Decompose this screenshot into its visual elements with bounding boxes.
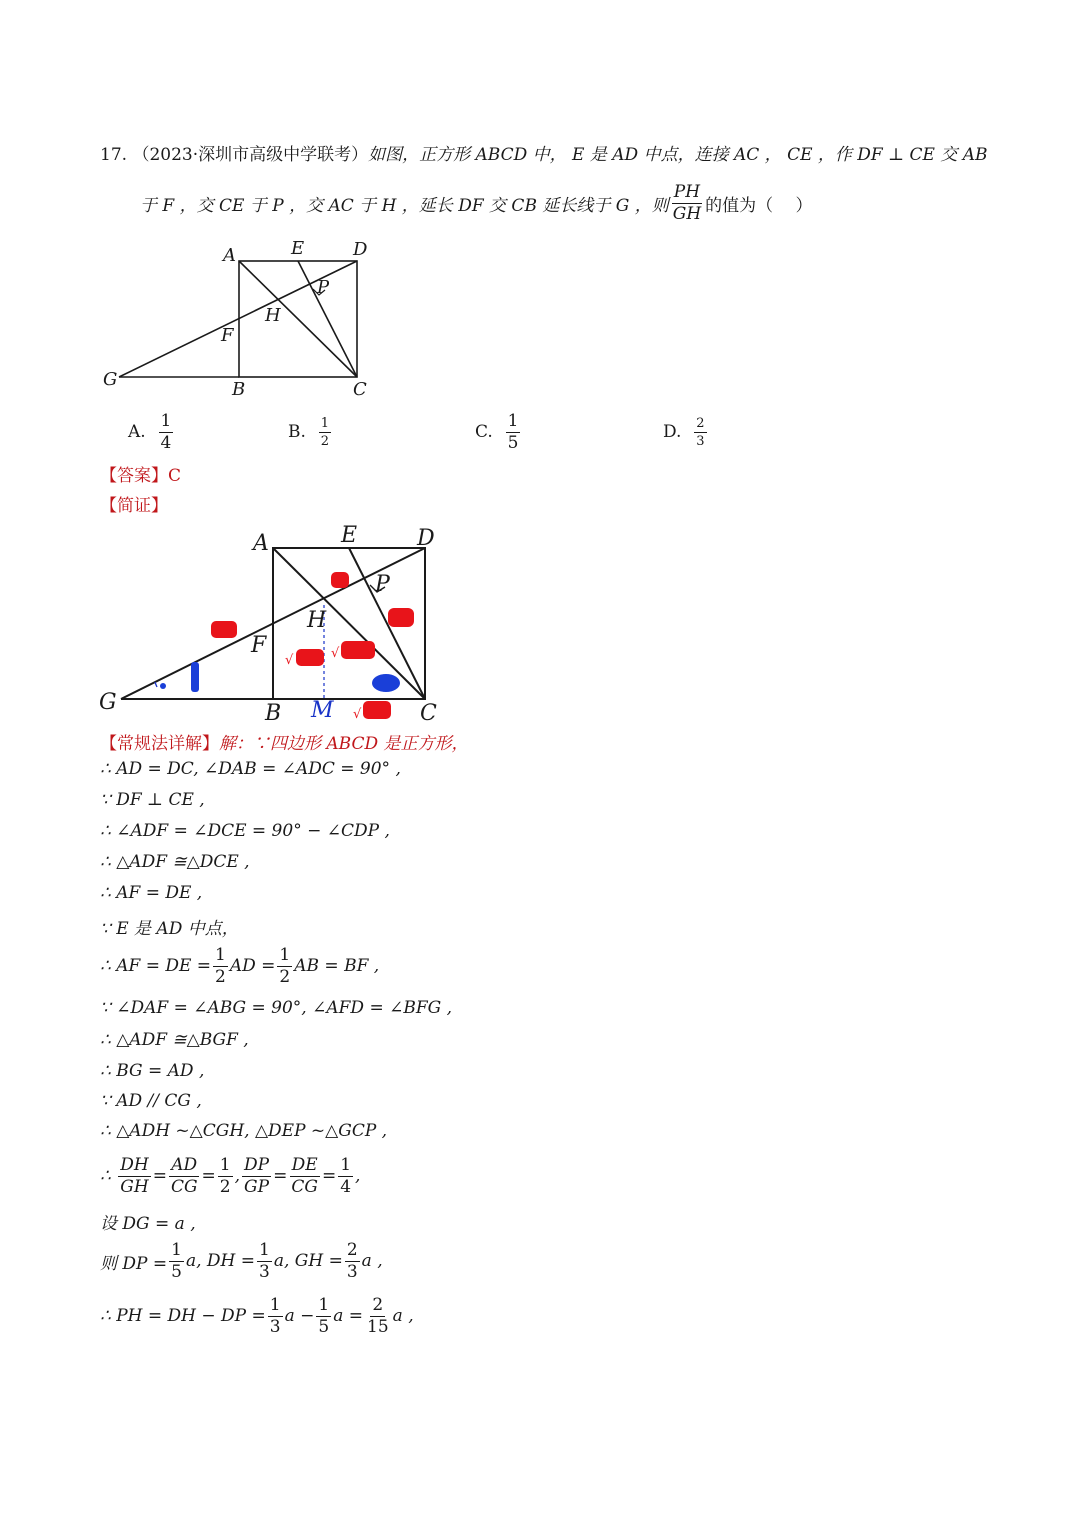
l15-frac-3 xyxy=(345,1239,360,1282)
option-d-num: 2 xyxy=(696,415,705,431)
l13-f3-num: 1 xyxy=(219,1154,231,1175)
l13-f1-num: DH xyxy=(120,1154,149,1175)
l15-text-s: 则 DP = xyxy=(100,1253,168,1274)
l13-frac-1 xyxy=(118,1154,150,1197)
l16-frac-1 xyxy=(268,1294,283,1337)
l13-f5-num: DE xyxy=(291,1154,318,1175)
label-e-2: E xyxy=(341,523,358,548)
option-d-letter: D. xyxy=(663,422,682,442)
l16-text-a: a − xyxy=(284,1306,315,1326)
figure-2 xyxy=(95,515,455,730)
l16-f2-den: 5 xyxy=(318,1316,330,1337)
l13-sym: ∴ xyxy=(100,1166,111,1186)
l16-frac-3 xyxy=(365,1294,391,1337)
solution-line-2: ∵ DF ⊥ CE , xyxy=(100,790,205,810)
figure-1 xyxy=(95,235,395,405)
l13-f2-den: CG xyxy=(170,1176,198,1197)
l16-text-c: a , xyxy=(392,1306,414,1326)
l7-text-b: AD = xyxy=(229,956,276,976)
angle-arc-g xyxy=(155,682,157,687)
label-f-2: F xyxy=(251,633,267,658)
red-mark-4 xyxy=(296,649,324,666)
solution-line-4: ∴ △ADF ≅△DCE , xyxy=(100,852,250,872)
l15-f2-den: 3 xyxy=(259,1261,270,1282)
blue-mark-c xyxy=(372,674,400,692)
red-mark-1 xyxy=(211,621,237,638)
l7-f1-den: 2 xyxy=(215,966,226,987)
l13-f2-num: AD xyxy=(171,1154,198,1175)
l15-f2-num: 1 xyxy=(259,1239,270,1260)
fraction-denominator: GH xyxy=(672,203,702,224)
question-text-1: 如图，正方形 ABCD 中， E 是 AD 中点，连接 AC ， CE ，作 DF ⊥ CE 交 AB xyxy=(368,145,988,165)
option-a-letter: A. xyxy=(128,422,146,442)
option-c[interactable] xyxy=(475,408,522,456)
l15-text-a: a, DH = xyxy=(185,1251,255,1271)
l16-text-s: ∴ PH = DH − DP = xyxy=(100,1306,266,1326)
l16-f1-den: 3 xyxy=(269,1316,281,1337)
label-d-2: D xyxy=(417,526,435,551)
l13-frac-3 xyxy=(218,1154,233,1197)
check-mark-3: √ xyxy=(353,707,362,722)
question-source: （2023·深圳市高级中学联考） xyxy=(132,145,369,165)
l13-frac-2 xyxy=(169,1154,200,1197)
l7-text-c: AB = BF , xyxy=(294,956,380,976)
l16-f3-num: 2 xyxy=(372,1294,384,1315)
option-b-fraction xyxy=(319,417,331,448)
l13-f6-num: 1 xyxy=(340,1154,352,1175)
solution-line-9: ∴ △ADF ≅△BGF , xyxy=(100,1030,249,1050)
label-p-2: P xyxy=(375,572,390,597)
solution-line-3: ∴ ∠ADF = ∠DCE = 90° − ∠CDP , xyxy=(100,821,390,841)
question-line-1 xyxy=(100,140,988,165)
solution-intro: 解：∵四边形 ABCD 是正方形， xyxy=(219,734,469,754)
option-a-fraction xyxy=(159,410,174,453)
option-c-fraction xyxy=(506,410,521,453)
solution-line-10: ∴ BG = AD , xyxy=(100,1061,205,1081)
l13-f3-den: 2 xyxy=(219,1176,231,1197)
l15-text-c: a , xyxy=(361,1251,383,1271)
l13-frac-5 xyxy=(289,1154,320,1197)
blue-marks xyxy=(160,662,400,692)
solution-header: 【常规法详解】 xyxy=(100,734,219,754)
l15-f3-den: 3 xyxy=(346,1261,358,1282)
question-line-2 xyxy=(140,180,813,226)
l13-frac-6 xyxy=(338,1154,353,1197)
option-c-den: 5 xyxy=(507,432,519,453)
l13-f4-den: GP xyxy=(244,1176,270,1197)
solution-line-15 xyxy=(100,1238,383,1284)
question-text-2: 于 F ，交 CE 于 P ，交 AC 于 H ，延长 DF 交 CB 延长线于 G ，则 xyxy=(140,195,669,216)
label-a-2: A xyxy=(253,531,269,556)
option-b-num: 1 xyxy=(320,415,329,431)
l7-text-a: ∴ AF = DE = xyxy=(100,956,212,976)
l15-frac-2 xyxy=(257,1239,272,1282)
l15-f1-den: 5 xyxy=(171,1261,182,1282)
l7-f1-num: 1 xyxy=(215,944,226,965)
label-h: H xyxy=(265,305,281,326)
l7-f2-num: 1 xyxy=(279,944,291,965)
solution-line-14: 设 DG = a , xyxy=(100,1214,196,1234)
option-c-num: 1 xyxy=(507,410,519,431)
option-d-fraction xyxy=(694,417,706,448)
solution-line-12: ∴ △ADH ~△CGH, △DEP ~△GCP , xyxy=(100,1121,388,1141)
l15-frac-1 xyxy=(169,1239,184,1282)
red-mark-2 xyxy=(331,572,349,588)
label-g-2: G xyxy=(99,690,117,715)
blue-mark-bar xyxy=(191,662,199,692)
option-a[interactable] xyxy=(128,408,175,456)
red-mark-6 xyxy=(363,701,391,719)
fraction-numerator: PH xyxy=(673,181,701,202)
option-d-den: 3 xyxy=(696,433,705,449)
l16-frac-2 xyxy=(316,1294,331,1337)
l15-text-b: a, GH = xyxy=(273,1251,343,1271)
l7-frac-2 xyxy=(277,944,292,987)
label-f: F xyxy=(221,325,234,346)
l16-text-b: a = xyxy=(333,1306,364,1326)
l13-f5-den: CG xyxy=(291,1176,318,1197)
solution-header-line xyxy=(100,729,469,754)
option-b-den: 2 xyxy=(320,433,329,449)
blue-dot xyxy=(160,683,166,689)
l16-f3-den: 15 xyxy=(367,1316,389,1337)
l13-frac-4 xyxy=(242,1154,271,1197)
label-p: P xyxy=(317,277,330,298)
solution-line-11: ∵ AD // CG , xyxy=(100,1091,202,1111)
check-mark-2: √ xyxy=(331,646,340,661)
label-b-2: B xyxy=(265,701,282,726)
solution-line-7 xyxy=(100,944,379,988)
label-c: C xyxy=(353,379,367,400)
option-d[interactable] xyxy=(663,408,709,456)
solution-line-16 xyxy=(100,1293,414,1339)
label-e: E xyxy=(291,238,305,259)
l13-f6-den: 4 xyxy=(340,1176,352,1197)
option-a-num: 1 xyxy=(160,410,172,431)
l13-f1-den: GH xyxy=(120,1176,149,1197)
option-a-den: 4 xyxy=(160,432,172,453)
solution-line-6: ∵ E 是 AD 中点， xyxy=(100,919,239,939)
answer-label: 【答案】 xyxy=(100,466,168,486)
red-mark-5 xyxy=(341,641,375,659)
option-c-letter: C. xyxy=(475,422,493,442)
question-text-3: 的值为（ ） xyxy=(705,195,813,216)
proof-label: 【简证】 xyxy=(100,496,168,516)
solution-line-13: ∴ $\frac{DH}{GH}$ = $\frac{AD}{CG}$ = $\frac{1}{2}$ , $\frac{DP}{GP}$ = $\frac{DE}{CG}$ = $\frac{1}{4}$ , xyxy=(100,1154,361,1197)
answer-value: C xyxy=(168,466,182,486)
solution-line-5: ∴ AF = DE , xyxy=(100,883,203,903)
solution-line-1: ∴ AD = DC, ∠DAB = ∠ADC = 90° , xyxy=(100,759,401,779)
l15-f3-num: 2 xyxy=(346,1239,358,1260)
question-number: 17. xyxy=(100,145,128,165)
solution-line-8: ∵ ∠DAF = ∠ABG = 90°, ∠AFD = ∠BFG , xyxy=(100,998,453,1018)
label-b: B xyxy=(232,379,246,400)
l16-f1-num: 1 xyxy=(269,1294,281,1315)
label-d: D xyxy=(353,239,368,260)
label-c-2: C xyxy=(420,701,437,726)
label-a: A xyxy=(223,245,236,266)
l7-f2-den: 2 xyxy=(279,966,291,987)
red-mark-3 xyxy=(388,608,414,627)
answer-line xyxy=(100,461,181,486)
label-m: M xyxy=(311,698,334,723)
option-b[interactable] xyxy=(288,408,333,456)
diagonal-ac xyxy=(239,261,357,377)
l7-frac-1 xyxy=(213,944,228,987)
label-h-2: H xyxy=(307,608,327,633)
option-b-letter: B. xyxy=(288,422,306,442)
l13-f4-num: DP xyxy=(244,1154,270,1175)
label-g: G xyxy=(103,369,118,390)
l15-f1-num: 1 xyxy=(171,1239,182,1260)
question-fraction xyxy=(671,181,703,224)
l16-f2-num: 1 xyxy=(318,1294,330,1315)
check-mark-1: √ xyxy=(285,653,294,668)
